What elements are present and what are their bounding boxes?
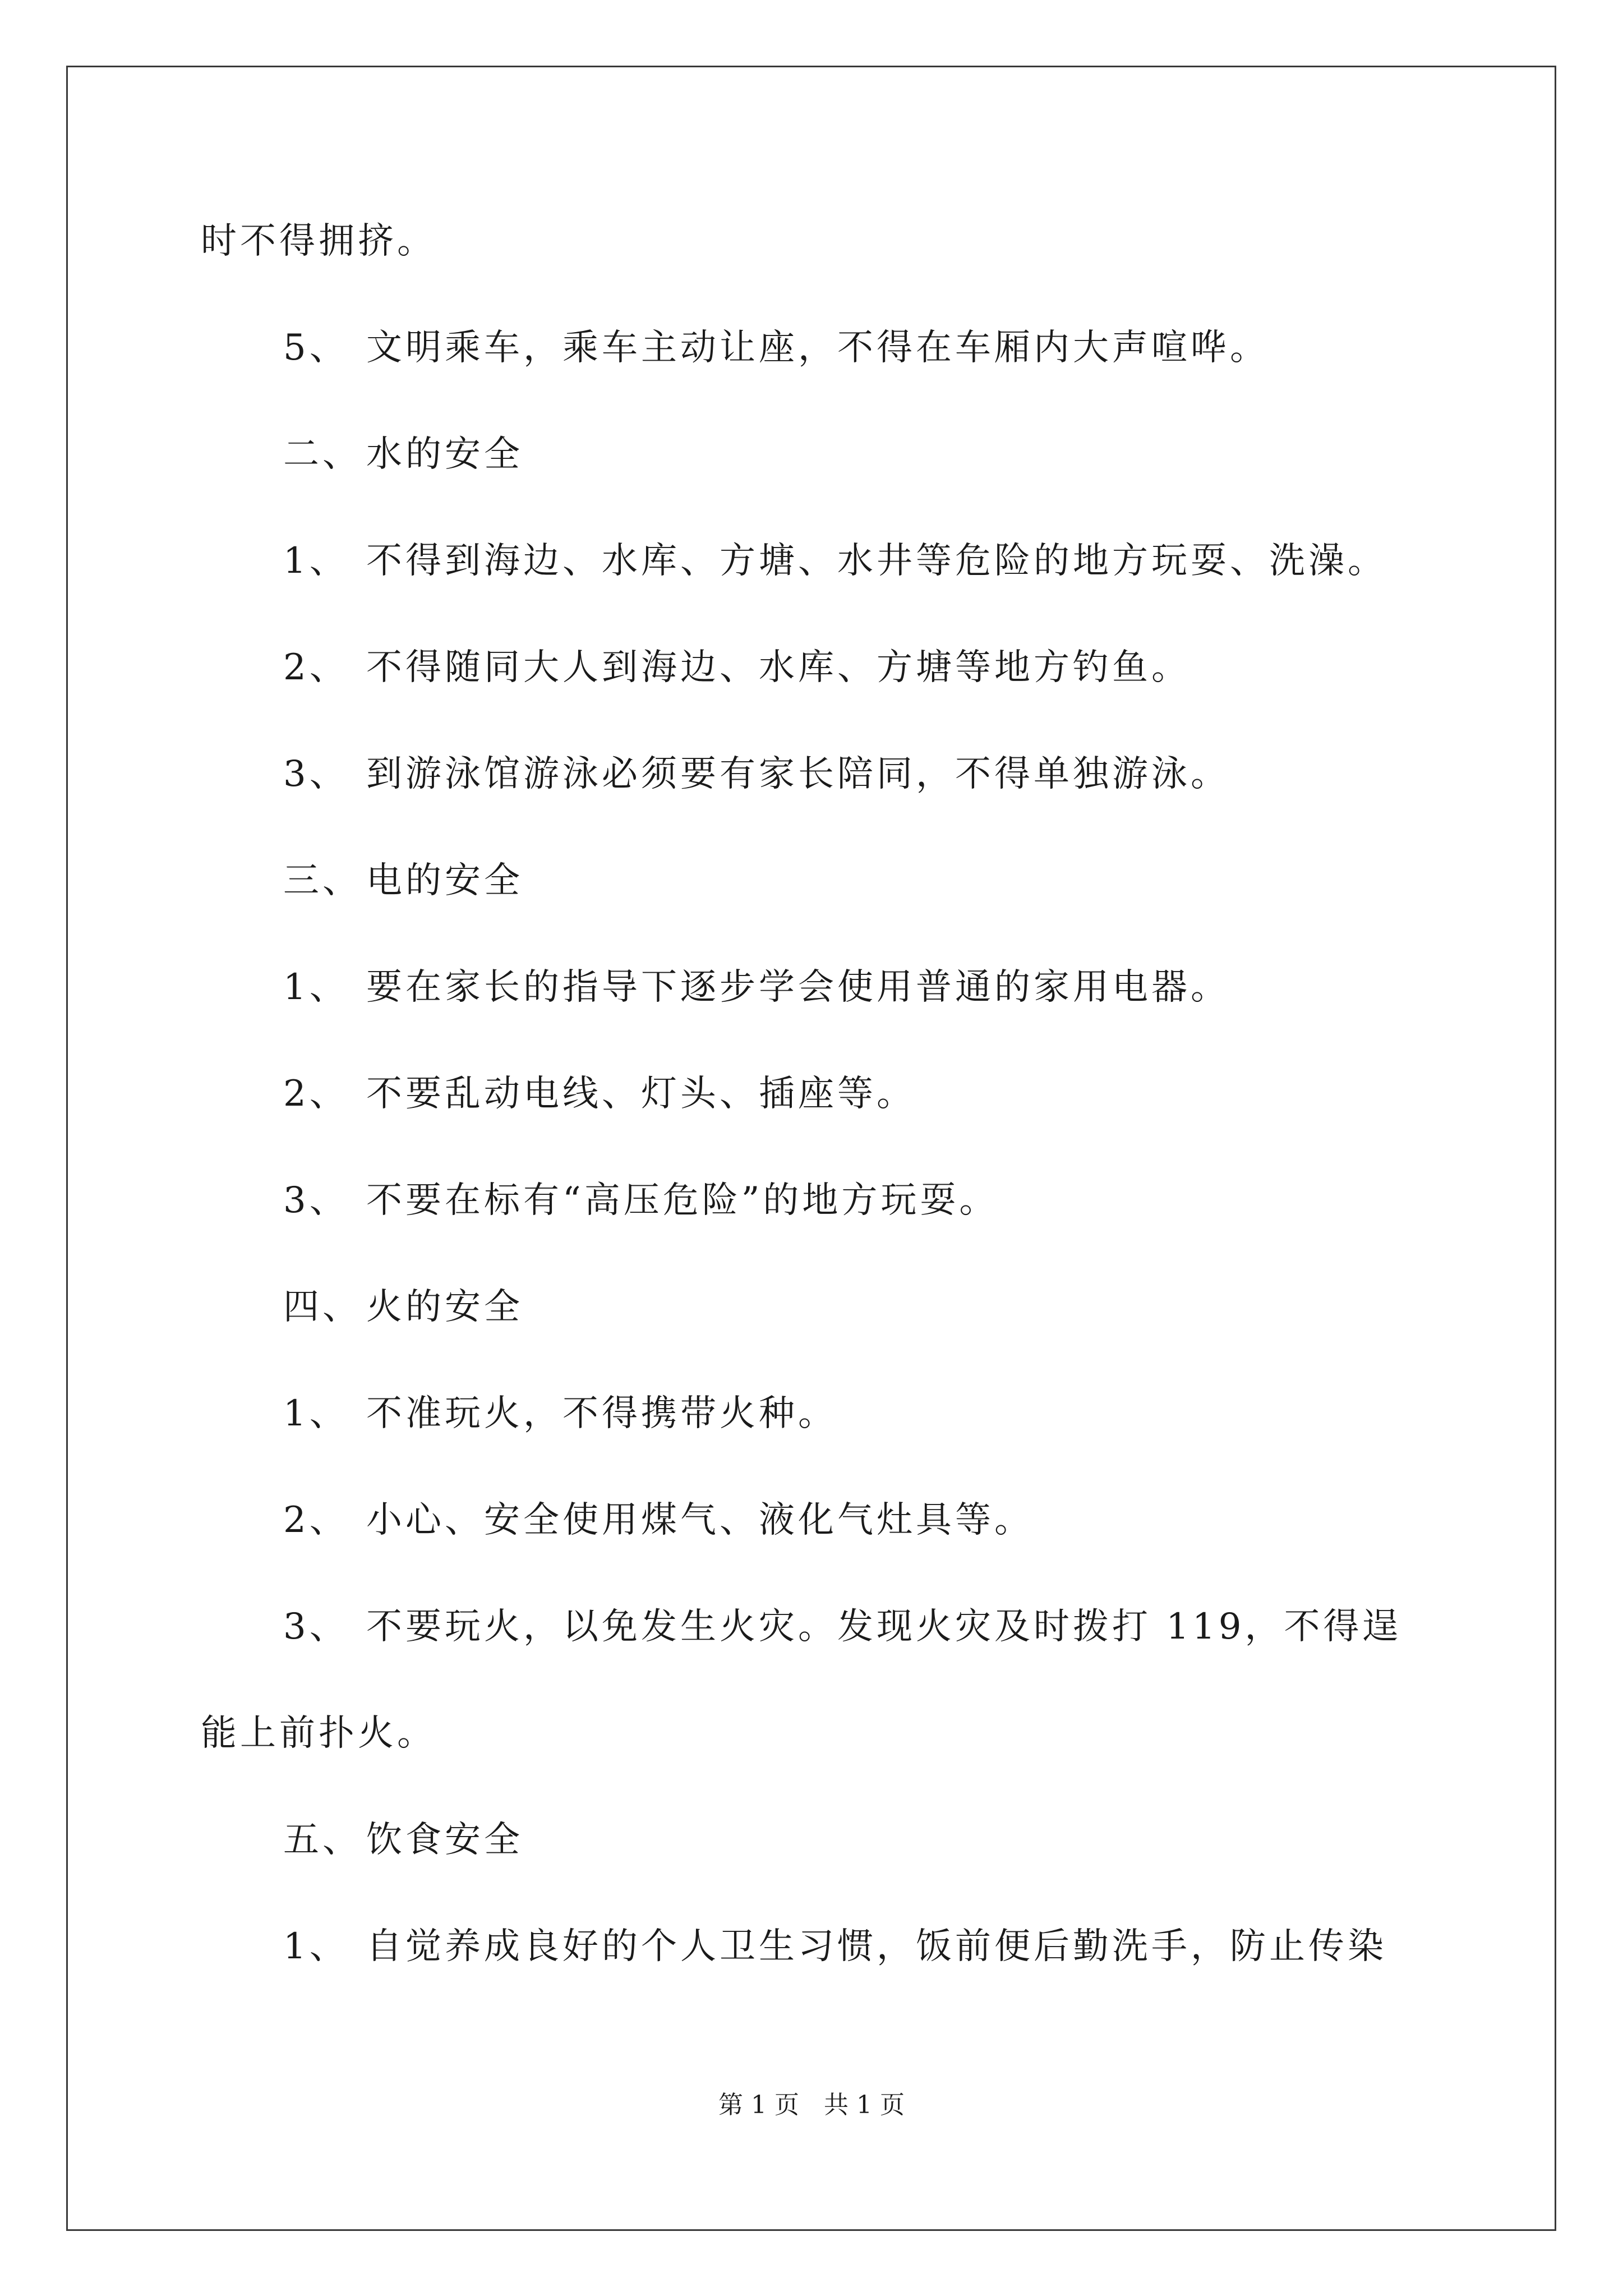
page-footer <box>0 2090 1623 2121</box>
item-number: 2、 <box>283 1073 349 1115</box>
item-text: 不准玩火，不得携带火种。 <box>366 1393 837 1434</box>
list-item <box>283 1924 1387 1969</box>
section-heading <box>283 1818 523 1862</box>
section-title: 电的安全 <box>366 860 523 901</box>
section-number: 三、 <box>283 860 362 901</box>
item-text: 不得随同大人到海边、水库、方塘等地方钓鱼。 <box>366 647 1191 688</box>
item-number: 5、 <box>283 327 349 369</box>
line-text: 能上前扑火。 <box>201 1713 436 1754</box>
section-heading <box>283 1285 523 1329</box>
item-number: 3、 <box>283 753 349 795</box>
list-item <box>283 539 1387 583</box>
section-number: 五、 <box>283 1819 362 1861</box>
section-title: 水的安全 <box>366 434 523 475</box>
item-text: 不要乱动电线、灯头、插座等。 <box>366 1073 916 1115</box>
line-text: 时不得拥挤。 <box>201 220 436 262</box>
list-item <box>283 1178 998 1223</box>
list-item <box>283 965 1230 1010</box>
list-item <box>283 1391 837 1436</box>
item-number: 1、 <box>283 540 349 582</box>
page-number: 第 1 页 <box>718 2091 799 2119</box>
list-item <box>283 645 1191 690</box>
page-border <box>66 66 1556 2231</box>
list-item <box>283 325 1269 370</box>
list-item <box>283 1604 1402 1649</box>
section-heading <box>283 858 523 903</box>
item-text: 不要玩火，以免发生火灾。发现火灾及时拨打 119，不得逞 <box>366 1606 1402 1648</box>
item-text: 自觉养成良好的个人卫生习惯，饭前便后勤洗手，防止传染 <box>366 1926 1387 1967</box>
item-number: 2、 <box>283 1499 349 1541</box>
section-title: 火的安全 <box>366 1286 523 1328</box>
page-total: 共 1 页 <box>824 2091 905 2119</box>
text-line <box>201 219 436 264</box>
item-number: 2、 <box>283 647 349 688</box>
item-number: 1、 <box>283 1393 349 1434</box>
list-item <box>283 752 1230 797</box>
item-number: 3、 <box>283 1606 349 1648</box>
list-item <box>283 1498 1034 1543</box>
text-line <box>201 1711 436 1756</box>
item-text: 不得到海边、水库、方塘、水井等危险的地方玩耍、洗澡。 <box>366 540 1387 582</box>
section-title: 饮食安全 <box>366 1819 523 1861</box>
section-number: 四、 <box>283 1286 362 1328</box>
item-text: 到游泳馆游泳必须要有家长陪同，不得单独游泳。 <box>366 753 1230 795</box>
item-text: 文明乘车，乘车主动让座，不得在车厢内大声喧哗。 <box>366 327 1269 369</box>
item-text: 小心、安全使用煤气、液化气灶具等。 <box>366 1499 1034 1541</box>
list-item <box>283 1071 916 1116</box>
item-text: 不要在标有“高压危险”的地方玩耍。 <box>366 1180 999 1221</box>
item-text: 要在家长的指导下逐步学会使用普通的家用电器。 <box>366 967 1230 1008</box>
item-number: 1、 <box>283 967 349 1008</box>
section-heading <box>283 432 523 477</box>
item-number: 1、 <box>283 1926 349 1967</box>
item-number: 3、 <box>283 1180 349 1221</box>
section-number: 二、 <box>283 434 362 475</box>
